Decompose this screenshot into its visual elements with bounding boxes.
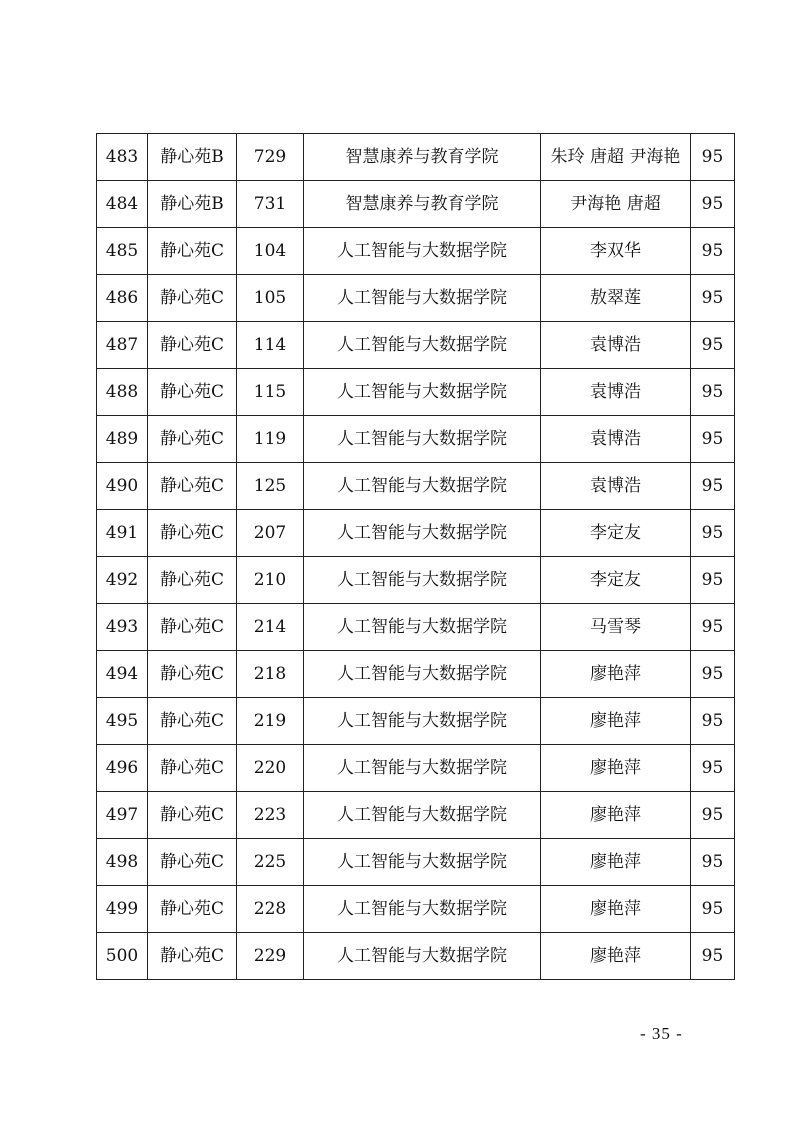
cell-names: 廖艳萍 bbox=[541, 651, 691, 698]
cell-names: 廖艳萍 bbox=[541, 792, 691, 839]
cell-score: 95 bbox=[691, 792, 735, 839]
cell-row-number: 488 bbox=[97, 369, 148, 416]
dormitory-score-table bbox=[96, 133, 735, 980]
cell-row-number: 494 bbox=[97, 651, 148, 698]
cell-room: 114 bbox=[237, 322, 304, 369]
cell-room: 104 bbox=[237, 228, 304, 275]
table-body bbox=[97, 134, 735, 980]
table-row bbox=[97, 557, 735, 604]
cell-row-number: 497 bbox=[97, 792, 148, 839]
cell-room: 125 bbox=[237, 463, 304, 510]
cell-names: 廖艳萍 bbox=[541, 839, 691, 886]
cell-names: 敖翠莲 bbox=[541, 275, 691, 322]
cell-college: 人工智能与大数据学院 bbox=[304, 369, 541, 416]
cell-names: 廖艳萍 bbox=[541, 933, 691, 980]
cell-college: 人工智能与大数据学院 bbox=[304, 322, 541, 369]
cell-room: 225 bbox=[237, 839, 304, 886]
table-row bbox=[97, 604, 735, 651]
cell-score: 95 bbox=[691, 181, 735, 228]
cell-room: 105 bbox=[237, 275, 304, 322]
cell-row-number: 495 bbox=[97, 698, 148, 745]
cell-college: 智慧康养与教育学院 bbox=[304, 134, 541, 181]
cell-score: 95 bbox=[691, 886, 735, 933]
cell-row-number: 483 bbox=[97, 134, 148, 181]
cell-college: 人工智能与大数据学院 bbox=[304, 275, 541, 322]
cell-building: 静心苑B bbox=[148, 134, 237, 181]
cell-score: 95 bbox=[691, 651, 735, 698]
cell-score: 95 bbox=[691, 698, 735, 745]
cell-names: 廖艳萍 bbox=[541, 698, 691, 745]
cell-building: 静心苑C bbox=[148, 886, 237, 933]
cell-building: 静心苑C bbox=[148, 745, 237, 792]
cell-room: 219 bbox=[237, 698, 304, 745]
cell-building: 静心苑C bbox=[148, 604, 237, 651]
cell-names: 廖艳萍 bbox=[541, 886, 691, 933]
cell-score: 95 bbox=[691, 745, 735, 792]
table-row bbox=[97, 463, 735, 510]
page-number: - 35 - bbox=[640, 1024, 683, 1043]
cell-names: 尹海艳 唐超 bbox=[541, 181, 691, 228]
cell-names: 马雪琴 bbox=[541, 604, 691, 651]
cell-row-number: 489 bbox=[97, 416, 148, 463]
cell-college: 人工智能与大数据学院 bbox=[304, 510, 541, 557]
table-row bbox=[97, 792, 735, 839]
cell-score: 95 bbox=[691, 510, 735, 557]
cell-room: 228 bbox=[237, 886, 304, 933]
cell-names: 袁博浩 bbox=[541, 463, 691, 510]
cell-row-number: 485 bbox=[97, 228, 148, 275]
table-row bbox=[97, 275, 735, 322]
table-row bbox=[97, 322, 735, 369]
cell-score: 95 bbox=[691, 228, 735, 275]
cell-college: 人工智能与大数据学院 bbox=[304, 886, 541, 933]
cell-score: 95 bbox=[691, 275, 735, 322]
cell-names: 李双华 bbox=[541, 228, 691, 275]
cell-college: 人工智能与大数据学院 bbox=[304, 463, 541, 510]
cell-college: 人工智能与大数据学院 bbox=[304, 604, 541, 651]
cell-room: 210 bbox=[237, 557, 304, 604]
cell-college: 人工智能与大数据学院 bbox=[304, 745, 541, 792]
table-row bbox=[97, 651, 735, 698]
table-row bbox=[97, 181, 735, 228]
cell-college: 人工智能与大数据学院 bbox=[304, 698, 541, 745]
cell-score: 95 bbox=[691, 557, 735, 604]
cell-room: 223 bbox=[237, 792, 304, 839]
cell-score: 95 bbox=[691, 839, 735, 886]
cell-score: 95 bbox=[691, 369, 735, 416]
cell-college: 人工智能与大数据学院 bbox=[304, 839, 541, 886]
cell-building: 静心苑C bbox=[148, 369, 237, 416]
table-row bbox=[97, 134, 735, 181]
cell-room: 214 bbox=[237, 604, 304, 651]
cell-score: 95 bbox=[691, 463, 735, 510]
cell-names: 袁博浩 bbox=[541, 369, 691, 416]
cell-building: 静心苑C bbox=[148, 933, 237, 980]
cell-college: 人工智能与大数据学院 bbox=[304, 933, 541, 980]
cell-names: 袁博浩 bbox=[541, 322, 691, 369]
cell-score: 95 bbox=[691, 322, 735, 369]
table-row bbox=[97, 886, 735, 933]
cell-score: 95 bbox=[691, 134, 735, 181]
cell-room: 731 bbox=[237, 181, 304, 228]
cell-names: 李定友 bbox=[541, 557, 691, 604]
table-row bbox=[97, 839, 735, 886]
cell-building: 静心苑B bbox=[148, 181, 237, 228]
cell-building: 静心苑C bbox=[148, 322, 237, 369]
table-row bbox=[97, 228, 735, 275]
cell-room: 729 bbox=[237, 134, 304, 181]
table-row bbox=[97, 698, 735, 745]
cell-row-number: 486 bbox=[97, 275, 148, 322]
cell-row-number: 496 bbox=[97, 745, 148, 792]
cell-row-number: 487 bbox=[97, 322, 148, 369]
cell-score: 95 bbox=[691, 604, 735, 651]
cell-names: 袁博浩 bbox=[541, 416, 691, 463]
cell-names: 李定友 bbox=[541, 510, 691, 557]
cell-college: 人工智能与大数据学院 bbox=[304, 416, 541, 463]
table-row bbox=[97, 745, 735, 792]
cell-row-number: 491 bbox=[97, 510, 148, 557]
cell-building: 静心苑C bbox=[148, 839, 237, 886]
table-row bbox=[97, 510, 735, 557]
cell-college: 人工智能与大数据学院 bbox=[304, 651, 541, 698]
cell-score: 95 bbox=[691, 416, 735, 463]
cell-room: 229 bbox=[237, 933, 304, 980]
table-row bbox=[97, 416, 735, 463]
cell-row-number: 499 bbox=[97, 886, 148, 933]
cell-college: 人工智能与大数据学院 bbox=[304, 228, 541, 275]
cell-names: 朱玲 唐超 尹海艳 bbox=[541, 134, 691, 181]
table-row bbox=[97, 933, 735, 980]
cell-row-number: 493 bbox=[97, 604, 148, 651]
cell-building: 静心苑C bbox=[148, 557, 237, 604]
cell-building: 静心苑C bbox=[148, 510, 237, 557]
cell-room: 207 bbox=[237, 510, 304, 557]
cell-room: 218 bbox=[237, 651, 304, 698]
cell-building: 静心苑C bbox=[148, 651, 237, 698]
cell-building: 静心苑C bbox=[148, 792, 237, 839]
cell-building: 静心苑C bbox=[148, 698, 237, 745]
cell-score: 95 bbox=[691, 933, 735, 980]
cell-room: 115 bbox=[237, 369, 304, 416]
table-row bbox=[97, 369, 735, 416]
cell-row-number: 498 bbox=[97, 839, 148, 886]
cell-college: 人工智能与大数据学院 bbox=[304, 792, 541, 839]
cell-row-number: 490 bbox=[97, 463, 148, 510]
cell-building: 静心苑C bbox=[148, 228, 237, 275]
cell-college: 智慧康养与教育学院 bbox=[304, 181, 541, 228]
cell-building: 静心苑C bbox=[148, 275, 237, 322]
cell-row-number: 492 bbox=[97, 557, 148, 604]
cell-college: 人工智能与大数据学院 bbox=[304, 557, 541, 604]
cell-row-number: 500 bbox=[97, 933, 148, 980]
cell-building: 静心苑C bbox=[148, 463, 237, 510]
cell-room: 119 bbox=[237, 416, 304, 463]
cell-building: 静心苑C bbox=[148, 416, 237, 463]
cell-names: 廖艳萍 bbox=[541, 745, 691, 792]
cell-row-number: 484 bbox=[97, 181, 148, 228]
cell-room: 220 bbox=[237, 745, 304, 792]
